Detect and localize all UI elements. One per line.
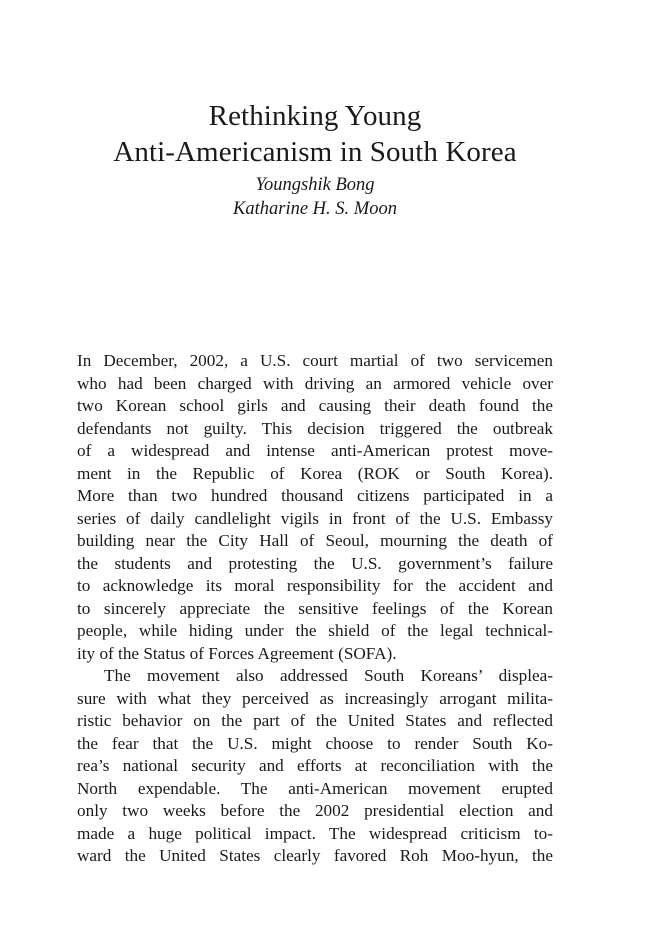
- paragraph-2: [77, 665, 553, 868]
- article-title-line-2: Anti-Americanism in South Korea: [113, 136, 517, 168]
- paragraph-line: of a widespread and intense anti-American protest move-: [77, 441, 553, 460]
- article-title-line-1: Rethinking Young: [208, 100, 422, 132]
- paragraph-line: to acknowledge its moral responsibility for the accident and: [77, 576, 553, 595]
- paragraph-line: to sincerely appreciate the sensitive feelings of the Korean: [77, 598, 553, 618]
- paragraph-line: sure with what they perceived as increasingly arrogant milita-: [77, 688, 553, 708]
- paragraph-line: rea’s national security and efforts at reconciliation with the: [77, 756, 553, 775]
- paragraph-line: made a huge political impact. The widespread criticism to-: [77, 823, 553, 843]
- paragraph-1: [77, 350, 553, 665]
- paragraph-line: series of daily candlelight vigils in front of the U.S. Embassy: [77, 508, 553, 528]
- paragraph-line: North expendable. The anti-American movement erupted: [77, 778, 553, 798]
- article-header: [0, 98, 630, 221]
- paragraph-line: ment in the Republic of Korea (ROK or South Korea).: [77, 463, 553, 483]
- paragraph-line: ward the United States clearly favored Roh Moo-hyun, the: [77, 846, 553, 865]
- paragraph-line: the students and protesting the U.S. government’s failure: [77, 553, 553, 573]
- paragraph-line: who had been charged with driving an armored vehicle over: [77, 373, 553, 393]
- paragraph-line: two Korean school girls and causing their death found the: [77, 396, 553, 415]
- author-name-1: Youngshik Bong: [255, 175, 375, 195]
- paragraph-line: the fear that the U.S. might choose to render South Ko-: [77, 733, 553, 753]
- paragraph-line: The movement also addressed South Koreans’ displea-: [104, 666, 553, 685]
- paragraph-line: building near the City Hall of Seoul, mourning the death of: [77, 531, 553, 550]
- paragraph-line: defendants not guilty. This decision triggered the outbreak: [77, 418, 553, 438]
- paragraph-line: people, while hiding under the shield of the legal technical-: [77, 621, 553, 640]
- paragraph-line: In December, 2002, a U.S. court martial of two servicemen: [77, 351, 553, 370]
- article-body: [77, 350, 553, 868]
- paragraph-line: only two weeks before the 2002 presidential election and: [77, 801, 553, 820]
- paragraph-line: More than two hundred thousand citizens participated in a: [77, 486, 553, 505]
- author-name-2: Katharine H. S. Moon: [233, 199, 397, 219]
- paragraph-line: ity of the Status of Forces Agreement (SOFA).: [77, 643, 397, 663]
- paragraph-line: ristic behavior on the part of the United States and reflected: [77, 711, 553, 730]
